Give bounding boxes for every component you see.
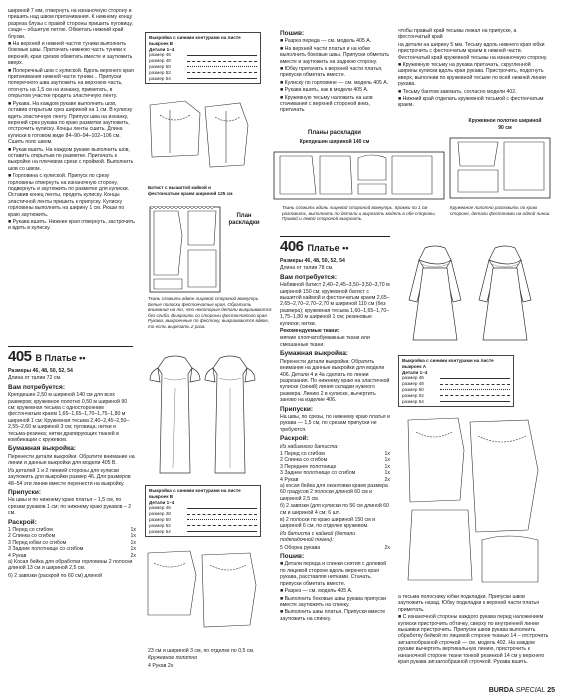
brand-special: SPECIAL — [515, 687, 546, 694]
legend-size-row: размер 52 — [402, 393, 510, 399]
pattern-legend-top — [145, 32, 261, 84]
paragraph: шириной 7 мм, отвернуть на изнаночную сторону и пришить над швом притачивания. К нижнему концу разреза блузы с правой стороны пришить пуговицу, сзади – обшитую петлю. Обметать нижний край блузки. — [8, 8, 133, 40]
lace-layout-diagram — [448, 136, 553, 202]
legend-title: Выкройка с синими контурами на листе выкроек В — [149, 35, 241, 46]
legend-size-row: размер 52 — [149, 70, 257, 76]
paragraph: Кружевное полотно — [148, 655, 198, 662]
dress-405-illustration — [140, 348, 270, 483]
divider — [8, 346, 133, 347]
legend-size-row: размер 50 — [149, 64, 257, 70]
paragraph: чтобы правый край тесьмы лежал на припуске, а фестончатый край — [398, 28, 517, 41]
extra-text: б) 2 завязки (раскрой по 60 см) длиной — [8, 572, 102, 579]
length-line: Длина от талии 72 см. — [8, 375, 62, 382]
piece-row: 3 Задние полотнище со сгибом 1x — [8, 546, 136, 553]
need-text: Набивной батист 2,40–2,45–3,50–3,50–3,70 м шириной 150 см; кружевной батист с вышитой каймой и фестончатым краем 2,65–2,65–2,70–2,70–2,70 м шириной 110 см (без размера); кружевная тесьма 1,60–1,65–1,70–1,75–1,80 м шириной 1 см; резиновые кулиски; нитки. — [280, 282, 390, 327]
paragraph: ■ Рукава вшить, как в модели 405 А. — [280, 87, 369, 94]
model-number: 405 — [8, 348, 32, 365]
pattern-legend-mid — [145, 485, 261, 537]
legend-parts: Детали 1–4 — [149, 499, 175, 505]
column-1-top-text — [8, 8, 136, 342]
paragraph: ■ Рукава. На каждом рукаве выполнить шов, оставив открытым срез шириной на 1 см. В кулиску вдеть эластичную ленту. Припуск шва на изнанку, верхний срез рукава по краю разметки заутюжить, отстрочить кулиску. Концы ленты сшить. Длина кулиски в готовом виде 84–90–94–102–106 см. Сшить пояс швом. — [8, 100, 133, 146]
pattern-pieces-406-diagram — [398, 410, 553, 590]
paragraph: 4 Рукав 2x — [148, 662, 174, 669]
paragraph: ■ Кулиску по горловине — см. модель 405 А. — [280, 79, 389, 86]
model-number: 406 — [280, 238, 304, 255]
paragraph: ■ С изнаночной стороны каждого рукава перед наложением кулиски пристрочить обтачку, сверху по внутренней линии вышивки пристрочить. Припуски швов рукава выполнить обработку бейкой по лицевой стороне тканью 14 – отстрочить зигзагообразной строчкой — см. модель 402. На каждом рукаве вычертить вертикальную линию, пристрочить к изнаночной стороне ткани тонкой резинкой 14 см у верхнего края рукава зигзагообразной строчкой. Рукава вшить. — [398, 614, 549, 666]
plans-caption-mid: Ткань сложить вдоль лицевой стороной вовнутрь. Кромки по 1 см разложить, выполнить по детали и вырезать модель в обе стороны. Правой и левой стороной выкроить. — [282, 205, 436, 222]
sizes-line: Размеры 46, 48, 50, 52, 54 — [8, 368, 73, 374]
legend-title: Выкройка с синими контурами на листе выкроек А — [402, 358, 494, 369]
paragraph: ■ Выполнить швы платья. Припуски вместе заутюжить на спинку. — [280, 609, 386, 622]
model-title: В Платье •• — [35, 353, 86, 363]
plans-subtitle: Крепдешин шириной 140 см — [299, 139, 370, 145]
page-footer — [489, 687, 555, 694]
legend-size-row: размер 54 — [149, 529, 257, 535]
batist-layout-diagram — [148, 205, 223, 295]
paragraph: ■ Поперечный шов с кулиской. Вдоль верхнего края притачивания нижней части туники... Припуски поперечного шва заутюжить на верхнюю часть, отогнуть на 1,5 см на изнанку, приметать, в открытом участке продеть эластичную ленту. — [8, 67, 134, 100]
plans-title: Планы раскладки — [308, 130, 361, 136]
legend-title: Выкройка с синими контурами на листе выкроек В — [149, 488, 241, 499]
extra-text: в) 2 полоски по краю шириной 150 см и шириной 6 см, по отделке кружевом. — [280, 517, 376, 530]
legend-size-row: размер 46 — [149, 505, 257, 511]
paragraph: а тесьма полоснику юбки подкладки. Припуски швов заутюжить назад. Юбку подкладки к верхней части платья приметать. — [398, 594, 540, 613]
col3-mid-caption — [148, 648, 276, 670]
paragraph: ■ Разрез переда — см. модель 405 А. — [280, 38, 372, 45]
piece-row: 2 Спинка со сгибом 1x — [8, 533, 136, 540]
cut-heading: Раскрой: — [8, 518, 37, 526]
rec-heading: Рекомендуемые ткани: — [280, 328, 340, 335]
paragraph: ■ Кружевную тесьму наложить на шов стачивания с верхней стороной вниз, притачать. — [280, 94, 373, 114]
paragraph: ■ Тесьму бантом завязать, согласно модели 402. — [398, 88, 517, 95]
paragraph: ■ Детали переда и спинки снятия с долевой по лицевой стороне вдоль верхнего края рукава, расставляя нитками. Стачать, припуски обметать вместе. — [280, 561, 387, 587]
column-3-top-text — [280, 28, 390, 115]
cut-heading: Раскрой: — [280, 435, 309, 443]
piece-row: 1 Перед со сгибом 1x — [280, 450, 390, 457]
legend-size-row: размер 46 — [149, 52, 257, 58]
extra-text: а) Косая бейка для обработки горловины 2 полоски длиной 13 см и шириной 2,5 см. — [8, 558, 133, 572]
legend-size-row: размер 54 — [149, 76, 257, 82]
dress-406-illustration — [395, 240, 555, 350]
legend-size-row: размер 46 — [402, 375, 510, 381]
batist-caption: Ткань сложить вдвое лицевой стороной вовнутрь. Белые полоски фестончатые края. Обратить внимание на то, что некоторые детали выкраиваются без сгиба. Выкроить со стороны фестончатого края. Рукава, выкроенные по фестону, выкраиваются вдвое, то есть вырезать 2 раза. — [148, 296, 272, 329]
lace-label: Кружевное полотно шириной 90 см — [468, 118, 542, 131]
legend-size-row: размер 52 — [149, 523, 257, 529]
need-heading: Вам потребуется: — [280, 273, 337, 281]
piece-row: 5 Оборка рукава 2x — [280, 544, 390, 551]
model-405-heading — [8, 348, 85, 365]
allowance-heading: Припуски: — [8, 488, 42, 496]
legend-size-row: размер 48 — [149, 511, 257, 517]
column-4-bottom-text — [398, 594, 550, 682]
crepe-layout-diagram — [272, 150, 447, 202]
pattern-pieces-top-diagram — [140, 95, 260, 185]
extra-text: б) 2 завязки (для кулиски по 56 см длиной 60 см и шириной 4 см; 6 шт. — [280, 503, 389, 516]
pattern-text: Из деталей 1 и 2 линией стороны для кулиски заутюжить для выкройки размер 46. Для размеров 48–54 эти линии вместе перенести на выкройку. — [8, 467, 131, 487]
sew-heading: Пошив: — [280, 30, 305, 37]
column-4-top-text — [398, 28, 548, 110]
pattern-heading: Бумажная выкройка: — [8, 445, 76, 453]
paragraph: ■ Разрез — см. модель 405 А. — [280, 588, 353, 595]
legend-parts: Детали 1–4 — [402, 369, 428, 375]
sew-heading: Пошив: — [280, 553, 305, 561]
piece-row: 4 Рукав 2x — [8, 552, 136, 559]
piece-row: 4 Рукав 2x — [280, 476, 390, 483]
legend-parts: Детали 1–4 — [149, 46, 175, 52]
extra-text: Из батиста с каймой (детали подкладочной ткани): — [280, 530, 356, 544]
piece-row: 3 Заднее полотнище со сгибом 1x — [280, 470, 390, 477]
paragraph: ■ На верхней и нижней частях туники выполнить боковые швы. Притачать нижнюю часть туники к верхней, края срезов обметать вместе и заутюжить вверх. — [8, 41, 133, 67]
brand-name: BURDA — [488, 687, 514, 694]
pattern-heading: Бумажная выкройка: — [280, 350, 348, 358]
legend-size-row: размер 50 — [402, 387, 510, 393]
rec-text: мягкие хлопчатобумажные ткани или смешанные ткани. — [280, 335, 370, 348]
model-406-heading — [280, 238, 348, 255]
allowance-text: На швы и по нижнему краю платья – 1,5 см, по срезам рукавов 1 см; по нижнему краю рукавов – 2 см. — [8, 497, 132, 517]
pattern-text: Перенести детали выкройки. Обратите внимание на линии и данные выкройки для модели 405 В. — [8, 453, 135, 467]
paragraph: 23 см и шириной 3 см, по отделке по 0,5 см. — [148, 648, 255, 654]
allowance-text: На швы, по срезы, по нижнему краю платья и рукава — 1,5 см, по срезам припуски не требуются. — [280, 413, 390, 433]
page-number: 25 — [547, 687, 555, 694]
paragraph: ■ Рукав вшить. На каждом рукаве выполнить шов, оставить открытым по разметке. Притачать к выкройке на плечевом срезе с проймой. Выполнить шов со швом. — [8, 146, 134, 172]
pattern-text: Перенести детали выкройки. Обратить внимание на данные выкройки для модели 406. Детали 4 и 4а сделать по линии разрезания. По нижнему краю на эластичной кулиске (синий) линия складки нужного размера. Линию 2 в кулиске, вычертить заново на изделие 406. — [280, 358, 390, 404]
cut-sub: Из набивного батиста: — [280, 443, 339, 450]
model-406-text — [280, 258, 390, 693]
paragraph: ■ Кружевную тесьму на рукава притачать, скругленной ширины кулиски вдоль края рукава. Пристрочить, подогнуть вверх, выполнив по кружевной тесьме по всей нижней линии рукава. — [398, 62, 546, 88]
paragraph: ■ На верхней части платья и на юбке выполнить боковые швы. Припуски обметать вместе и заутюжить на заднюю сторону. — [280, 45, 390, 65]
allowance-heading: Припуски: — [280, 405, 314, 413]
need-text: Крепдешин 2,50 м шириной 140 см для всех размеров; кружевное полотно 0,50 м шириной 90 см; кружевная тесьма с односторонним фестончатым краем 1,65–1,65–1,70–1,75–1,80 м шириной 1 см; Кружевная тесьма 2,40–2,45–2,50–2,55–2,60 м шириной 3 см; пуговица; нитки и тесьма-резинка; нитки драпирующих тканей в комбинации с кружевом. — [8, 392, 130, 444]
extra-text: а) косая бейка для окантовки краев размера 60 градусов 2 полоски длиной 60 см и шириной 2,5 см. — [280, 483, 388, 502]
length-line: Длина от талии 78 см. — [280, 265, 334, 272]
paragraph: ■ Нижний край отделать кружевной тесьмой с фестончатым краем. — [398, 96, 544, 109]
piece-row: 1 Перед со сгибом 1x — [8, 526, 136, 533]
model-title: Платье •• — [307, 243, 349, 253]
legend-size-row: размер 48 — [149, 58, 257, 64]
paragraph: ■ Выполнить боковые швы рукава припуски вместе заутюжить на спинку. — [280, 595, 387, 608]
plan-label: План раскладки — [228, 213, 260, 226]
piece-row: 3 Перед юбки со сгибом 1x — [8, 539, 136, 546]
legend-size-row: размер 48 — [402, 381, 510, 387]
paragraph: на детали на ширину 5 мм. Тесьму вдоль нижнего края юбки пристрочить с фестончатым краем в нижней части. Фестончатый край кружевной тесьмы на изнаночную сторону. — [398, 41, 548, 61]
piece-row: 3 Переднее полотнище 1x — [280, 463, 390, 470]
plans-caption-right: Кружевное полотно разложить по краю стороне, детали фестонами на одной линии. — [450, 205, 551, 216]
legend-size-row: размер 54 — [402, 399, 510, 405]
legend-size-row: размер 50 — [149, 517, 257, 523]
paragraph: ■ Рукава вшить. Нижние края отвернуть, застрочить и вдеть в кулиску. — [8, 219, 135, 232]
batist-title: Батист с вышитой кайкой и фестончатым краем шириной 125 см — [148, 185, 233, 196]
pattern-pieces-mid-diagram — [140, 545, 270, 645]
sizes-line: Размеры 46, 48, 50, 52, 54 — [280, 258, 345, 264]
model-405-text — [8, 368, 136, 693]
piece-row: 2 Спинка со сгибом 1x — [280, 457, 390, 464]
need-heading: Вам потребуется: — [8, 383, 65, 391]
paragraph: ■ Горловина с кулиской. Припуск по срезу горловины отвернуть на изнаночную сторону, подвернуть и заутюжить по разметке для кулиски. Оставив конец ленты, продеть кулиску. Концы эластичной ленты пришить к припуску. Кулиску горловины выполнить на ширину 1 см. Рюши по краю заутюжить. — [8, 173, 130, 218]
pattern-legend-406 — [398, 355, 514, 407]
paragraph: ■ Юбку притачать к верхней части платья, припуски обметать вместе. — [280, 66, 383, 79]
divider — [280, 236, 390, 237]
